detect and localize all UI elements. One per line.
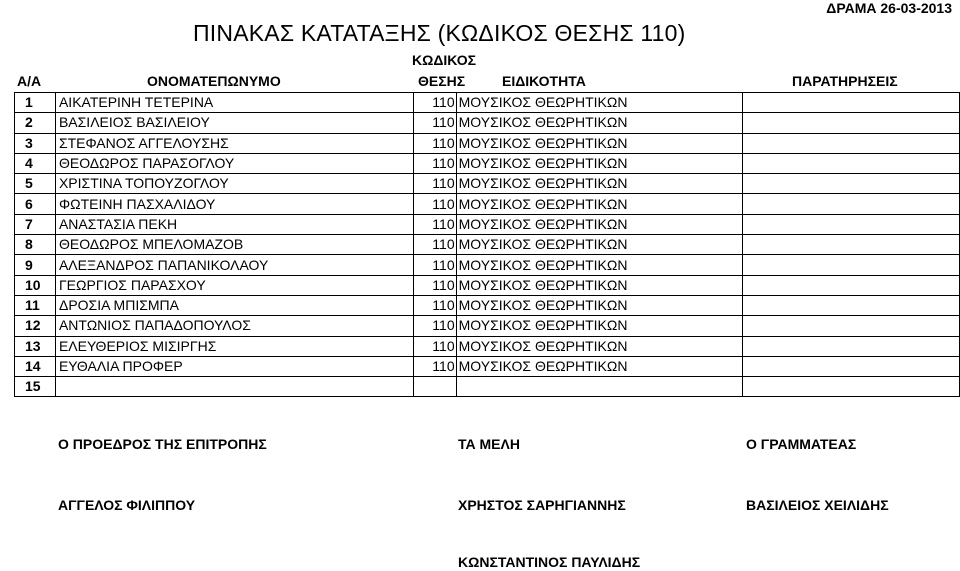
- candidate-name-cell: ΦΩΤΕΙΝΗ ΠΑΣΧΑΛΙΔΟΥ: [55, 194, 413, 214]
- notes-cell: [743, 194, 960, 214]
- notes-cell: [743, 93, 960, 113]
- row-number-cell: 13: [15, 336, 56, 356]
- row-number-cell: 10: [15, 275, 56, 295]
- candidate-name-cell: ΑΛΕΞΑΝΔΡΟΣ ΠΑΠΑΝΙΚΟΛΑΟΥ: [55, 255, 413, 275]
- candidate-name-cell: ΔΡΟΣΙΑ ΜΠΙΣΜΠΑ: [55, 295, 413, 315]
- specialty-cell: ΜΟΥΣΙΚΟΣ ΘΕΩΡΗΤΙΚΩΝ: [456, 174, 743, 194]
- specialty-cell: ΜΟΥΣΙΚΟΣ ΘΕΩΡΗΤΙΚΩΝ: [456, 336, 743, 356]
- row-number-cell: 5: [15, 174, 56, 194]
- position-code-cell: 110: [413, 336, 456, 356]
- position-code-cell: 110: [413, 235, 456, 255]
- notes-cell: [743, 275, 960, 295]
- table-row: [15, 316, 960, 336]
- signature-name-president: ΑΓΓΕΛΟΣ ΦΙΛΙΠΠΟΥ: [58, 497, 196, 513]
- column-header-name: ΟΝΟΜΑΤΕΠΩΝΥΜΟ: [147, 73, 281, 89]
- specialty-cell: ΜΟΥΣΙΚΟΣ ΘΕΩΡΗΤΙΚΩΝ: [456, 113, 743, 133]
- specialty-cell: ΜΟΥΣΙΚΟΣ ΘΕΩΡΗΤΙΚΩΝ: [456, 153, 743, 173]
- position-code-cell: 110: [413, 153, 456, 173]
- row-number-cell: 8: [15, 235, 56, 255]
- candidate-name-cell: ΑΙΚΑΤΕΡΙΝΗ ΤΕΤΕΡΙΝΑ: [55, 93, 413, 113]
- table-row: [15, 255, 960, 275]
- candidate-name-cell: ΕΥΘΑΛΙΑ ΠΡΟΦΕΡ: [55, 356, 413, 376]
- row-number-cell: 15: [15, 377, 56, 397]
- position-code-cell: 110: [413, 214, 456, 234]
- column-header-notes: ΠΑΡΑΤΗΡΗΣΕΙΣ: [792, 73, 898, 89]
- notes-cell: [743, 316, 960, 336]
- signature-name-secretary: ΒΑΣΙΛΕΙΟΣ ΧΕΙΛΙΔΗΣ: [746, 497, 889, 513]
- specialty-cell: ΜΟΥΣΙΚΟΣ ΘΕΩΡΗΤΙΚΩΝ: [456, 93, 743, 113]
- row-number-cell: 6: [15, 194, 56, 214]
- position-code-cell: 110: [413, 316, 456, 336]
- signature-title-members: ΤΑ ΜΕΛΗ: [458, 436, 520, 452]
- notes-cell: [743, 133, 960, 153]
- row-number-cell: 2: [15, 113, 56, 133]
- column-header-code-line1: ΚΩΔΙΚΟΣ: [412, 52, 477, 68]
- position-code-cell: 110: [413, 255, 456, 275]
- position-code-cell: 110: [413, 194, 456, 214]
- row-number-cell: 14: [15, 356, 56, 376]
- row-number-cell: 4: [15, 153, 56, 173]
- notes-cell: [743, 377, 960, 397]
- specialty-cell: ΜΟΥΣΙΚΟΣ ΘΕΩΡΗΤΙΚΩΝ: [456, 133, 743, 153]
- position-code-cell: 110: [413, 275, 456, 295]
- table-row: [15, 93, 960, 113]
- candidate-name-cell: ΑΝΑΣΤΑΣΙΑ ΠΕΚΗ: [55, 214, 413, 234]
- table-row: [15, 275, 960, 295]
- candidate-name-cell: ΕΛΕΥΘΕΡΙΟΣ ΜΙΣΙΡΓΗΣ: [55, 336, 413, 356]
- table-row: [15, 174, 960, 194]
- candidate-name-cell: ΑΝΤΩΝΙΟΣ ΠΑΠΑΔΟΠΟΥΛΟΣ: [55, 316, 413, 336]
- table-row: [15, 377, 960, 397]
- table-row: [15, 295, 960, 315]
- notes-cell: [743, 214, 960, 234]
- table-row: [15, 235, 960, 255]
- specialty-cell: ΜΟΥΣΙΚΟΣ ΘΕΩΡΗΤΙΚΩΝ: [456, 214, 743, 234]
- specialty-cell: ΜΟΥΣΙΚΟΣ ΘΕΩΡΗΤΙΚΩΝ: [456, 255, 743, 275]
- row-number-cell: 3: [15, 133, 56, 153]
- signature-name-member-1: ΧΡΗΣΤΟΣ ΣΑΡΗΓΙΑΝΝΗΣ: [458, 497, 626, 513]
- position-code-cell: 110: [413, 133, 456, 153]
- column-header-specialty: ΕΙΔΙΚΟΤΗΤΑ: [502, 73, 586, 89]
- row-number-cell: 11: [15, 295, 56, 315]
- table-row: [15, 356, 960, 376]
- notes-cell: [743, 153, 960, 173]
- position-code-cell: 110: [413, 93, 456, 113]
- specialty-cell: ΜΟΥΣΙΚΟΣ ΘΕΩΡΗΤΙΚΩΝ: [456, 316, 743, 336]
- candidate-name-cell: ΘΕΟΔΩΡΟΣ ΠΑΡΑΣΟΓΛΟΥ: [55, 153, 413, 173]
- row-number-cell: 1: [15, 93, 56, 113]
- notes-cell: [743, 113, 960, 133]
- signature-title-secretary: Ο ΓΡΑΜΜΑΤΕΑΣ: [746, 436, 857, 452]
- table-row: [15, 133, 960, 153]
- table-row: [15, 214, 960, 234]
- table-row: [15, 194, 960, 214]
- position-code-cell: 110: [413, 174, 456, 194]
- notes-cell: [743, 295, 960, 315]
- row-number-cell: 9: [15, 255, 56, 275]
- candidate-name-cell: ΧΡΙΣΤΙΝΑ ΤΟΠΟΥΖΟΓΛΟΥ: [55, 174, 413, 194]
- specialty-cell: ΜΟΥΣΙΚΟΣ ΘΕΩΡΗΤΙΚΩΝ: [456, 235, 743, 255]
- candidate-name-cell: ΣΤΕΦΑΝΟΣ ΑΓΓΕΛΟΥΣΗΣ: [55, 133, 413, 153]
- candidate-name-cell: ΒΑΣΙΛΕΙΟΣ ΒΑΣΙΛΕΙΟΥ: [55, 113, 413, 133]
- notes-cell: [743, 356, 960, 376]
- notes-cell: [743, 255, 960, 275]
- ranking-table-body: [15, 93, 960, 397]
- signature-title-president: Ο ΠΡΟΕΔΡΟΣ ΤΗΣ ΕΠΙΤΡΟΠΗΣ: [58, 436, 267, 452]
- page-title: ΠΙΝΑΚΑΣ ΚΑΤΑΤΑΞΗΣ (ΚΩΔΙΚΟΣ ΘΕΣΗΣ 110): [193, 20, 686, 46]
- position-code-cell: [413, 377, 456, 397]
- specialty-cell: ΜΟΥΣΙΚΟΣ ΘΕΩΡΗΤΙΚΩΝ: [456, 356, 743, 376]
- ranking-table: [14, 92, 960, 397]
- candidate-name-cell: ΘΕΟΔΩΡΟΣ ΜΠΕΛΟΜΑΖΟΒ: [55, 235, 413, 255]
- column-header-code-line2: ΘΕΣΗΣ: [418, 73, 466, 89]
- table-row: [15, 113, 960, 133]
- position-code-cell: 110: [413, 295, 456, 315]
- table-row: [15, 153, 960, 173]
- specialty-cell: ΜΟΥΣΙΚΟΣ ΘΕΩΡΗΤΙΚΩΝ: [456, 295, 743, 315]
- row-number-cell: 12: [15, 316, 56, 336]
- candidate-name-cell: ΓΕΩΡΓΙΟΣ ΠΑΡΑΣΧΟΥ: [55, 275, 413, 295]
- table-row: [15, 336, 960, 356]
- column-header-aa: Α/Α: [17, 73, 42, 89]
- row-number-cell: 7: [15, 214, 56, 234]
- notes-cell: [743, 235, 960, 255]
- document-date: ΔΡΑΜΑ 26-03-2013: [826, 0, 952, 16]
- signature-name-member-2: ΚΩΝΣΤΑΝΤΙΝΟΣ ΠΑΥΛΙΔΗΣ: [458, 554, 641, 570]
- position-code-cell: 110: [413, 113, 456, 133]
- notes-cell: [743, 336, 960, 356]
- specialty-cell: ΜΟΥΣΙΚΟΣ ΘΕΩΡΗΤΙΚΩΝ: [456, 194, 743, 214]
- position-code-cell: 110: [413, 356, 456, 376]
- candidate-name-cell: [55, 377, 413, 397]
- specialty-cell: [456, 377, 743, 397]
- notes-cell: [743, 174, 960, 194]
- specialty-cell: ΜΟΥΣΙΚΟΣ ΘΕΩΡΗΤΙΚΩΝ: [456, 275, 743, 295]
